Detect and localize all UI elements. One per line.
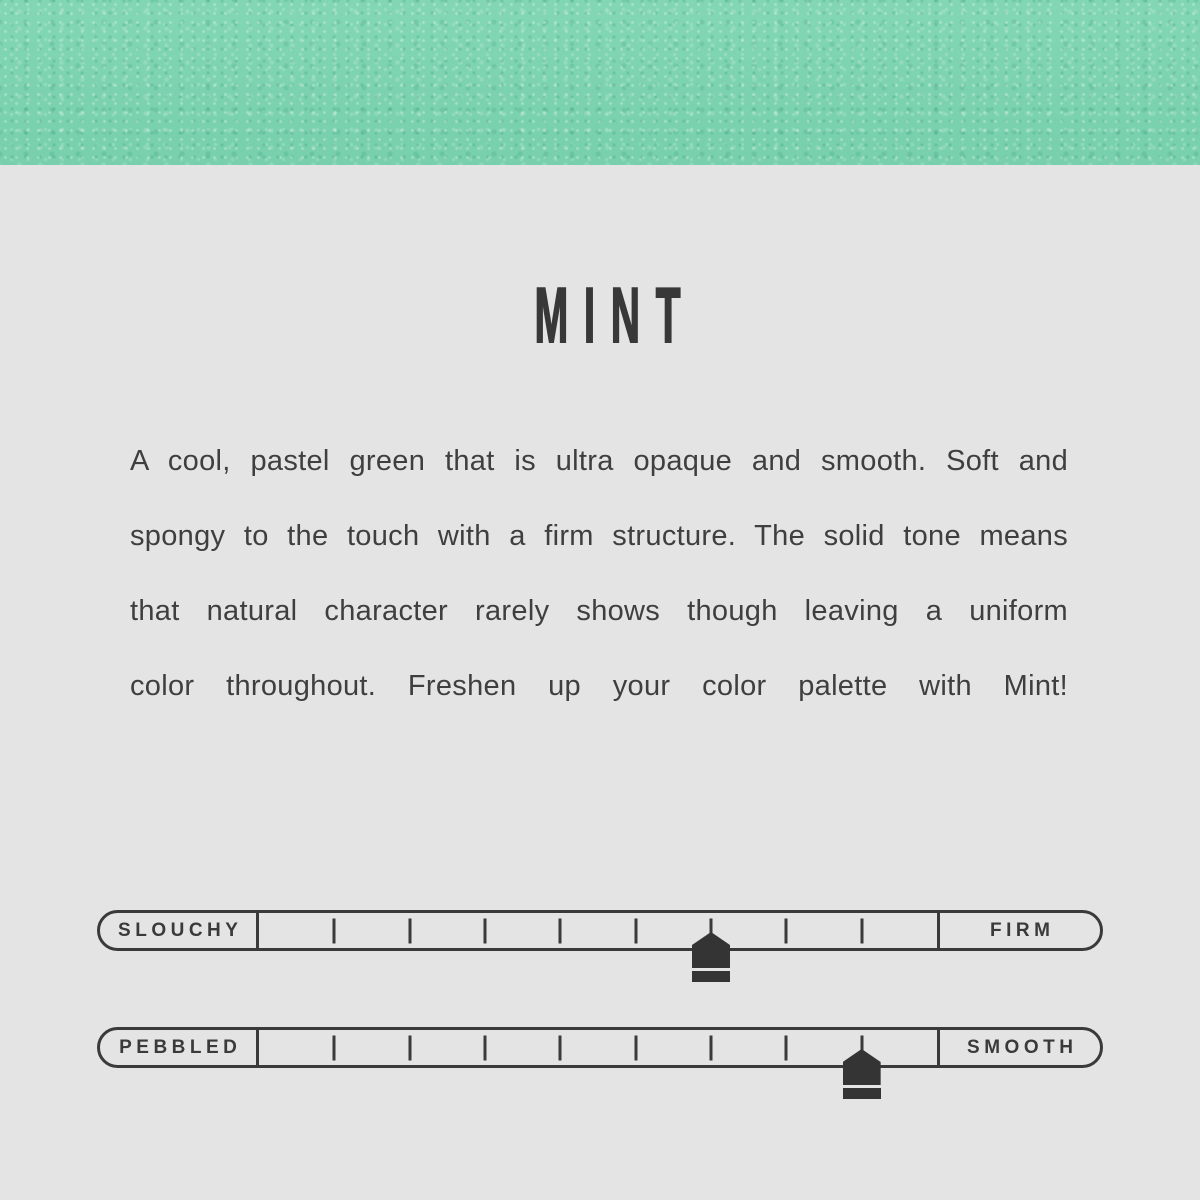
scale-tick xyxy=(408,918,411,943)
texture-scale-marker xyxy=(843,1049,881,1099)
firmness-scale-marker xyxy=(692,932,730,982)
texture-scale-track xyxy=(259,1030,937,1065)
scale-tick xyxy=(785,918,788,943)
description-line: that natural character rarely shows though leaving a uniform xyxy=(130,595,1068,627)
marker-nib-icon xyxy=(843,1049,881,1085)
scale-tick xyxy=(634,918,637,943)
marker-bar-icon xyxy=(692,971,730,982)
page-title: MINT xyxy=(534,271,696,359)
color-description xyxy=(130,424,1068,724)
scale-tick xyxy=(860,918,863,943)
scale-tick xyxy=(483,1035,486,1060)
scale-tick xyxy=(559,918,562,943)
firmness-scale xyxy=(97,910,1103,951)
scale-tick xyxy=(483,918,486,943)
texture-scale-left-label xyxy=(100,1030,259,1065)
scale-label-text: SMOOTH xyxy=(967,1036,1078,1058)
scale-tick xyxy=(333,1035,336,1060)
scale-label-text: FIRM xyxy=(990,919,1055,941)
title-row xyxy=(0,271,1200,359)
description-line: spongy to the touch with a firm structure. The solid tone means xyxy=(130,520,1068,552)
scale-label-text: PEBBLED xyxy=(119,1036,242,1058)
scale-tick xyxy=(333,918,336,943)
firmness-scale-right-label xyxy=(937,913,1100,948)
mint-leather-swatch xyxy=(0,0,1200,165)
firmness-scale-left-label xyxy=(100,913,259,948)
texture-scale xyxy=(97,1027,1103,1068)
firmness-scale-track xyxy=(259,913,937,948)
scale-tick xyxy=(559,1035,562,1060)
scale-tick xyxy=(408,1035,411,1060)
marker-bar-icon xyxy=(843,1088,881,1099)
scale-tick xyxy=(634,1035,637,1060)
scale-label-text: SLOUCHY xyxy=(118,919,243,941)
marker-nib-icon xyxy=(692,932,730,968)
description-line: color throughout. Freshen up your color palette with Mint! xyxy=(130,670,1068,702)
texture-scale-right-label xyxy=(937,1030,1100,1065)
scale-tick xyxy=(710,1035,713,1060)
description-line: A cool, pastel green that is ultra opaque and smooth. Soft and xyxy=(130,445,1068,477)
scale-tick xyxy=(785,1035,788,1060)
